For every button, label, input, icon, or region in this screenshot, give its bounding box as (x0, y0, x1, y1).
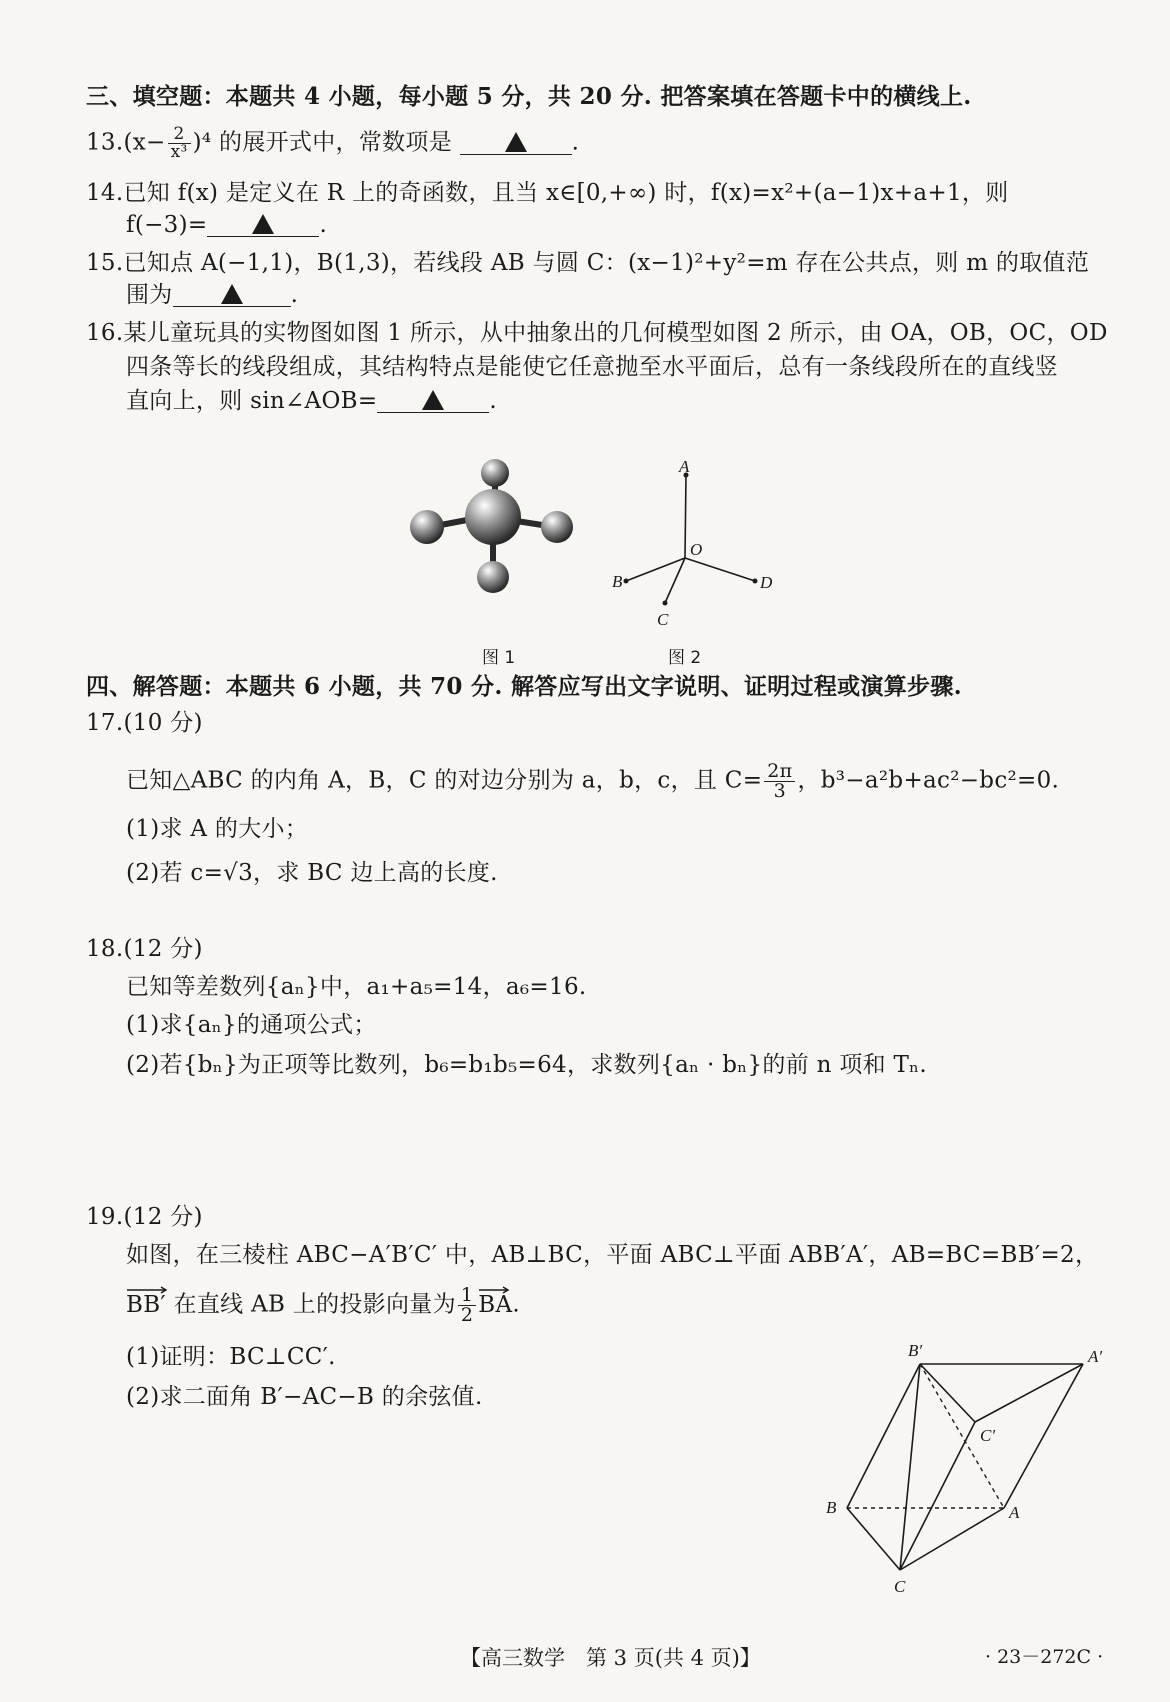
question-text: 直向上，则 sin∠AOB= (126, 388, 378, 414)
fraction (458, 1286, 476, 1325)
answer-blank (207, 212, 319, 237)
question-text: 围为 (126, 282, 173, 308)
period: . (512, 1291, 521, 1318)
fraction-numerator: 2 (168, 126, 191, 144)
question-15-line2 (126, 280, 298, 310)
section-heading: 三、填空题：本题共 4 小题，每小题 5 分，共 20 分. 把答案填在答题卡中的横线上. (86, 83, 972, 110)
question-text: 某儿童玩具的实物图如图 1 所示，从中抽象出的几何模型如图 2 所示，由 OA，OB，OC，OD (123, 320, 1108, 346)
label-A: A (679, 457, 690, 476)
question-14 (86, 178, 1009, 208)
question-text: 已知 f(x) 是定义在 R 上的奇函数，且当 x∈[0,+∞) 时，f(x)=x²+(a−1)x+a+1，则 (123, 180, 1009, 206)
label-C: C (657, 610, 669, 629)
fraction (764, 762, 795, 801)
ball-center (465, 489, 521, 545)
answer-blank (460, 130, 572, 155)
fraction-denominator: 2 (460, 1304, 474, 1326)
question-text: 已知△ABC 的内角 A，B，C 的对边分别为 a，b，c，且 C= (126, 767, 763, 794)
fraction-denominator: 3 (773, 780, 787, 802)
question-19-part2: (2)求二面角 B′−AC−B 的余弦值. (126, 1384, 483, 1410)
label-B: B (612, 572, 623, 591)
period: . (290, 282, 299, 308)
expr-open: (x− (123, 129, 166, 156)
label-Cprime: C′ (980, 1426, 996, 1445)
question-14-line2 (126, 210, 327, 240)
expr-close: )⁴ 的展开式中，常数项是 (192, 129, 453, 156)
question-19-header (86, 1202, 203, 1232)
question-17-part1: (1)求 A 的大小； (126, 816, 309, 842)
period: . (319, 212, 328, 238)
triangle-icon (505, 132, 527, 152)
question-19-line2 (126, 1286, 520, 1325)
question-number: 17. (86, 710, 124, 736)
label-C: C (894, 1577, 906, 1596)
question-13 (86, 126, 579, 161)
question-18-part1: (1)求{aₙ}的通项公式； (126, 1012, 377, 1038)
question-number: 15. (86, 250, 124, 276)
question-19-part1: (1)证明：BC⊥CC′. (126, 1344, 336, 1370)
question-16-line3 (126, 386, 497, 416)
question-17-part2: (2)若 c=√3，求 BC 边上高的长度. (126, 860, 498, 886)
fraction-numerator: 1 (458, 1286, 476, 1306)
vector-BBprime: BB′ (126, 1290, 166, 1320)
label-D: D (760, 573, 773, 592)
label-A: A (1009, 1503, 1020, 1522)
question-18-header (86, 934, 203, 964)
fraction-denominator: x³ (170, 142, 188, 162)
question-number: 19. (86, 1204, 124, 1230)
question-19-line1: 如图，在三棱柱 ABC−A′B′C′ 中，AB⊥BC，平面 ABC⊥平面 ABB′A′，AB=BC=BB′=2， (126, 1242, 1099, 1268)
section-heading: 四、解答题：本题共 6 小题，共 70 分. 解答应写出文字说明、证明过程或演算步骤. (86, 673, 962, 700)
page-footer: 【高三数学 第 3 页(共 4 页)】 (460, 1646, 761, 1670)
fraction (168, 126, 191, 161)
question-number: 13. (86, 129, 124, 156)
figure-1-toy-model (405, 455, 585, 605)
ball-top (481, 459, 509, 487)
figure-2-caption: 图 2 (668, 648, 702, 668)
question-score: (12 分) (123, 1204, 203, 1230)
question-text: f(−3)= (126, 212, 208, 238)
question-15 (86, 248, 1089, 278)
ball-right (541, 511, 573, 543)
figure-prism (820, 1340, 1120, 1600)
question-number: 18. (86, 936, 124, 962)
question-18-stem: 已知等差数列{aₙ}中，a₁+a₅=14，a₆=16. (126, 974, 587, 1000)
question-number: 16. (86, 320, 124, 346)
vector-arrow-icon (126, 1286, 170, 1294)
question-17-header (86, 708, 203, 738)
ball-left (410, 510, 444, 544)
ball-bottom (477, 561, 509, 593)
period: . (571, 129, 580, 156)
triangle-icon (422, 390, 444, 410)
question-number: 14. (86, 180, 124, 206)
exam-code: · 23－272C · (985, 1646, 1104, 1668)
question-score: (10 分) (123, 710, 203, 736)
answer-blank (377, 388, 489, 413)
label-Aprime: A′ (1088, 1347, 1103, 1366)
question-16 (86, 318, 1108, 348)
question-text: 已知点 A(−1,1)，B(1,3)，若线段 AB 与圆 C：(x−1)²+y²=m 存在公共点，则 m 的取值范 (123, 250, 1090, 276)
label-B: B (826, 1498, 837, 1517)
question-17-stem (126, 762, 1059, 801)
question-16-line2: 四条等长的线段组成，其结构特点是能使它任意抛至水平面后，总有一条线段所在的直线竖 (126, 354, 1058, 380)
question-score: (12 分) (123, 936, 203, 962)
triangle-icon (252, 214, 274, 234)
period: . (489, 388, 498, 414)
figure-1-caption: 图 1 (482, 648, 516, 668)
label-Bprime: B′ (908, 1341, 923, 1360)
answer-blank (173, 282, 291, 307)
vector-BA: BA (478, 1290, 512, 1320)
question-text: 在直线 AB 上的投影向量为 (165, 1291, 456, 1318)
triangle-icon (221, 284, 243, 304)
question-18-part2: (2)若{bₙ}为正项等比数列，b₆=b₁b₅=64，求数列{aₙ · bₙ}的前 n 项和 Tₙ. (126, 1052, 928, 1078)
label-O: O (690, 540, 703, 559)
question-text: ，b³−a²b+ac²−bc²=0. (797, 767, 1060, 794)
figure-2-geometry (595, 455, 795, 635)
fraction-numerator: 2π (764, 762, 795, 782)
vector-arrow-icon (478, 1286, 512, 1294)
